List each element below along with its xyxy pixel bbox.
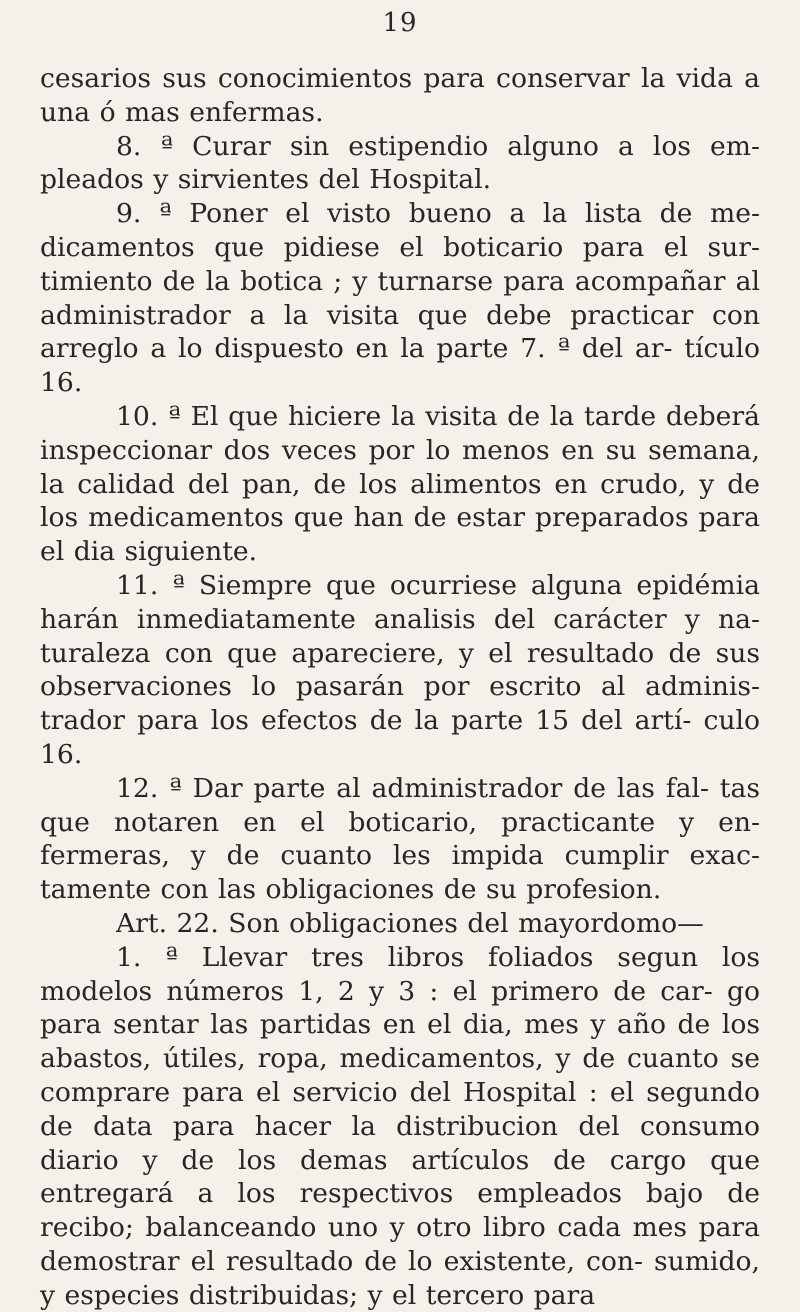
paragraph-art22-item-1: 1. ª Llevar tres libros foliados segun los modelos números 1, 2 y 3 : el primero de car- go para sentar las partidas en el dia, mes y año de los abastos, útiles, ropa, medicamentos, y de cuanto se comprare para el servicio del Hospital : el segundo de data para hacer la distribucion del consumo diario y de los demas artículos de cargo que entregará a los respectivos empleados bajo de recibo; balanceando uno y otro libro cada mes para demostrar el resultado de lo existente, con- sumido, y especies distribuidas; y el tercero para bbox=[40, 941, 760, 1311]
page-number: 19 bbox=[382, 8, 418, 38]
paragraph-item-8: 8. ª Curar sin estipendio alguno a los em- pleados y sirvientes del Hospital. bbox=[40, 130, 760, 196]
paragraph-continuation: cesarios sus conocimientos para conservar la vida a una ó mas enfermas. bbox=[40, 63, 760, 128]
article-22-heading: Art. 22. Son obligaciones del mayordomo— bbox=[116, 907, 704, 939]
body-text bbox=[40, 62, 760, 1312]
paragraph-item-10: 10. ª El que hiciere la visita de la tarde deberá inspeccionar dos veces por lo menos en su semana, la calidad del pan, de los alimentos en crudo, y de los medicamentos que han de estar preparados para el dia siguiente. bbox=[40, 400, 760, 568]
paragraph-item-12: 12. ª Dar parte al administrador de las fal- tas que notaren en el boticario, practicante y en- fermeras, y de cuanto les impida cumplir exac- tamente con las obligaciones de su profesion. bbox=[40, 772, 760, 906]
paragraph-item-11: 11. ª Siempre que ocurriese alguna epidémia harán inmediatamente analisis del carácter y na- turaleza con que apareciere, y el resultado de sus observaciones lo pasarán por escrito al adminis- trador para los efectos de la parte 15 del artí- culo 16. bbox=[40, 569, 760, 770]
paragraph-item-9: 9. ª Poner el visto bueno a la lista de me- dicamentos que pidiese el boticario para el sur- timiento de la botica ; y turnarse para acompañar al administrador a la visita que debe practicar con arreglo a lo dispuesto en la parte 7. ª del ar- tículo 16. bbox=[40, 198, 760, 399]
